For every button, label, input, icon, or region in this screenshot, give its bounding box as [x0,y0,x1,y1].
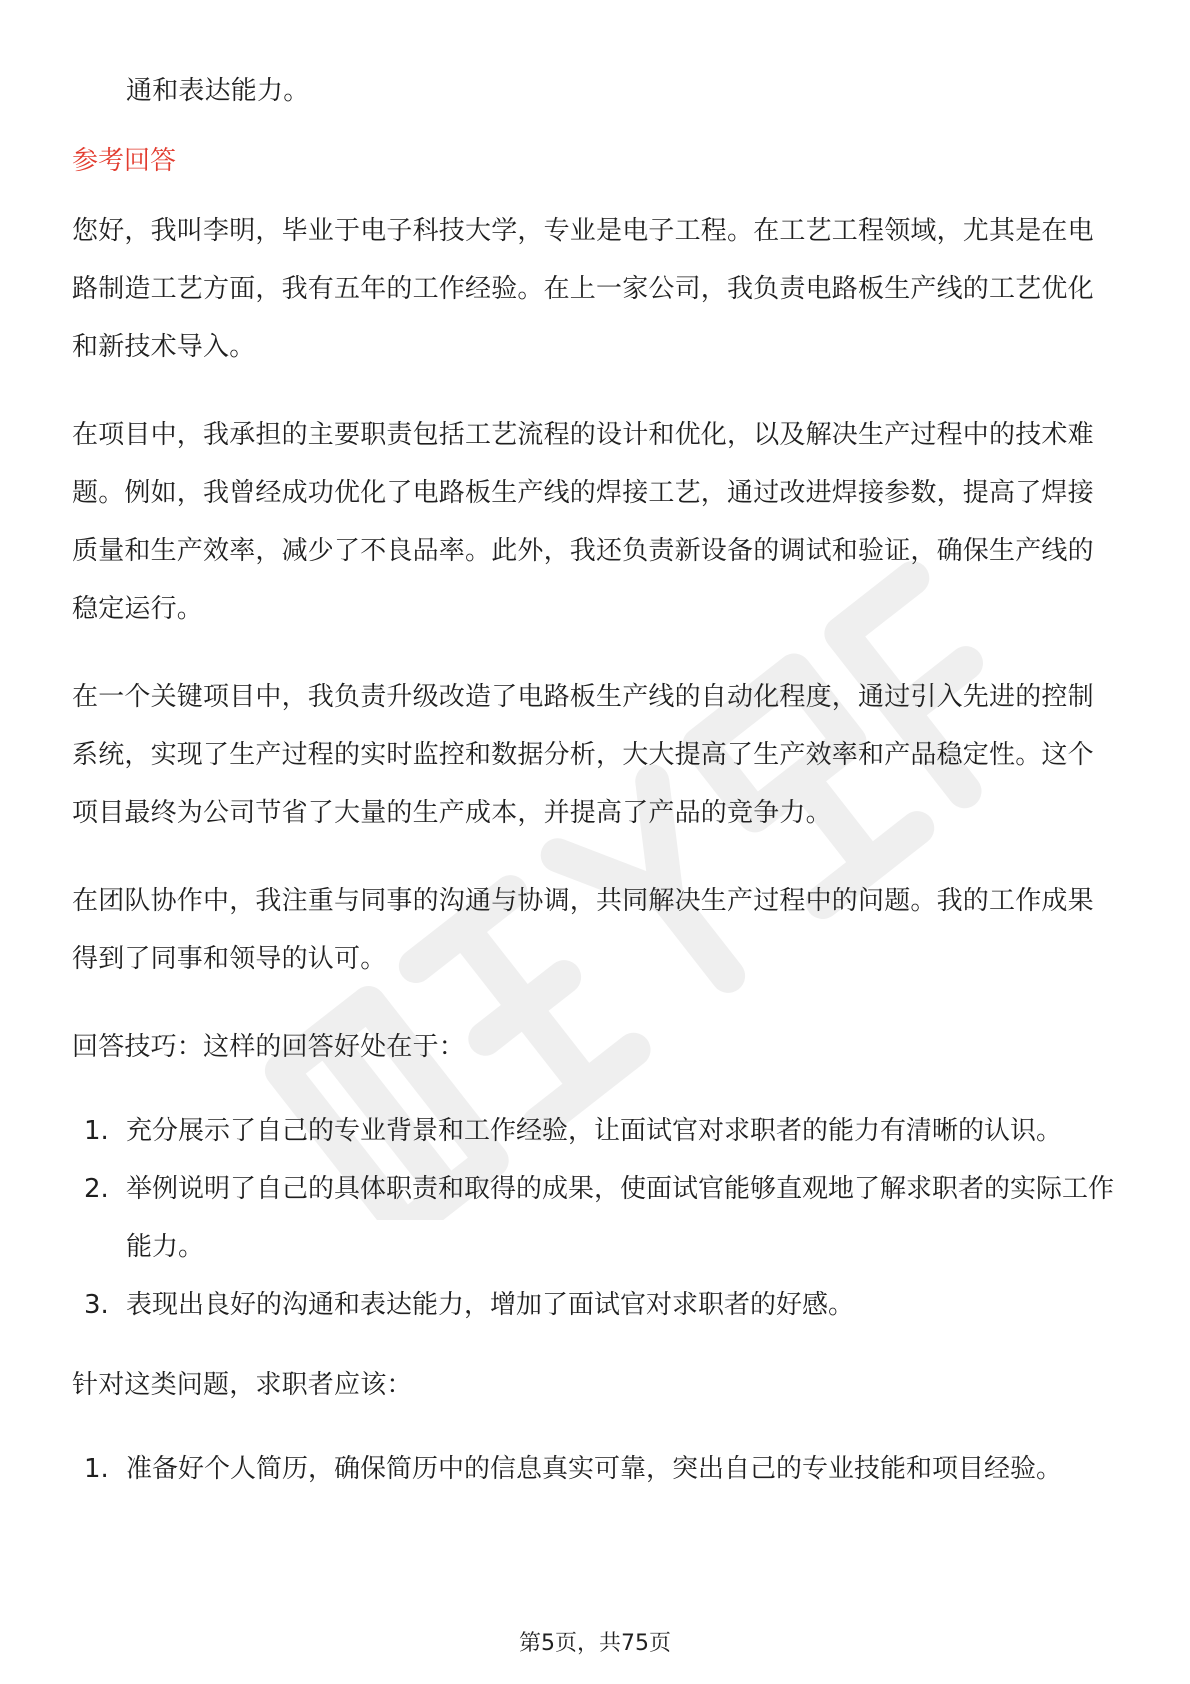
list-number: 2. [84,1174,109,1204]
answer-paragraph-4: 在团队协作中，我注重与同事的沟通与协调，共同解决生产过程中的问题。我的工作成果得到了同事和领导的认可。 [72,886,1094,974]
list-text: 准备好个人简历，确保简历中的信息真实可靠，突出自己的专业技能和项目经验。 [126,1454,1063,1484]
list-number: 3. [84,1290,109,1320]
list-item [72,1276,1118,1334]
list-text: 充分展示了自己的专业背景和工作经验，让面试官对求职者的能力有清晰的认识。 [126,1116,1063,1146]
list-text: 表现出良好的沟通和表达能力，增加了面试官对求职者的好感。 [126,1290,855,1320]
list-item [72,1102,1118,1160]
list-number: 1. [84,1116,109,1146]
answer-paragraph-2: 在项目中，我承担的主要职责包括工艺流程的设计和优化，以及解决生产过程中的技术难题。例如，我曾经成功优化了电路板生产线的焊接工艺，通过改进焊接参数，提高了焊接质量和生产效率，减少了不良品率。此外，我还负责新设备的调试和验证，确保生产线的稳定运行。 [72,420,1094,624]
list-item [72,1440,1118,1498]
section-heading: 参考回答 [72,146,177,176]
document-content [72,62,1118,1520]
answer-paragraph-1: 您好，我叫李明，毕业于电子科技大学，专业是电子工程。在工艺工程领域，尤其是在电路制造工艺方面，我有五年的工作经验。在上一家公司，我负责电路板生产线的工艺优化和新技术导入。 [72,216,1094,362]
answer-paragraph-3: 在一个关键项目中，我负责升级改造了电路板生产线的自动化程度，通过引入先进的控制系统，实现了生产过程的实时监控和数据分析，大大提高了生产效率和产品稳定性。这个项目最终为公司节省了大量的生产成本，并提高了产品的竞争力。 [72,682,1094,828]
advice-intro: 针对这类问题，求职者应该： [72,1370,413,1400]
list-text: 举例说明了自己的具体职责和取得的成果，使面试官能够直观地了解求职者的实际工作能力。 [126,1174,1115,1262]
list-item [72,1160,1118,1276]
continuation-line: 通和表达能力。 [126,76,310,106]
list-number: 1. [84,1454,109,1484]
advice-list [72,1440,1118,1498]
page-number-footer: 第5页，共75页 [519,1631,671,1656]
tips-intro: 回答技巧：这样的回答好处在于： [72,1032,466,1062]
tips-list [72,1102,1118,1334]
